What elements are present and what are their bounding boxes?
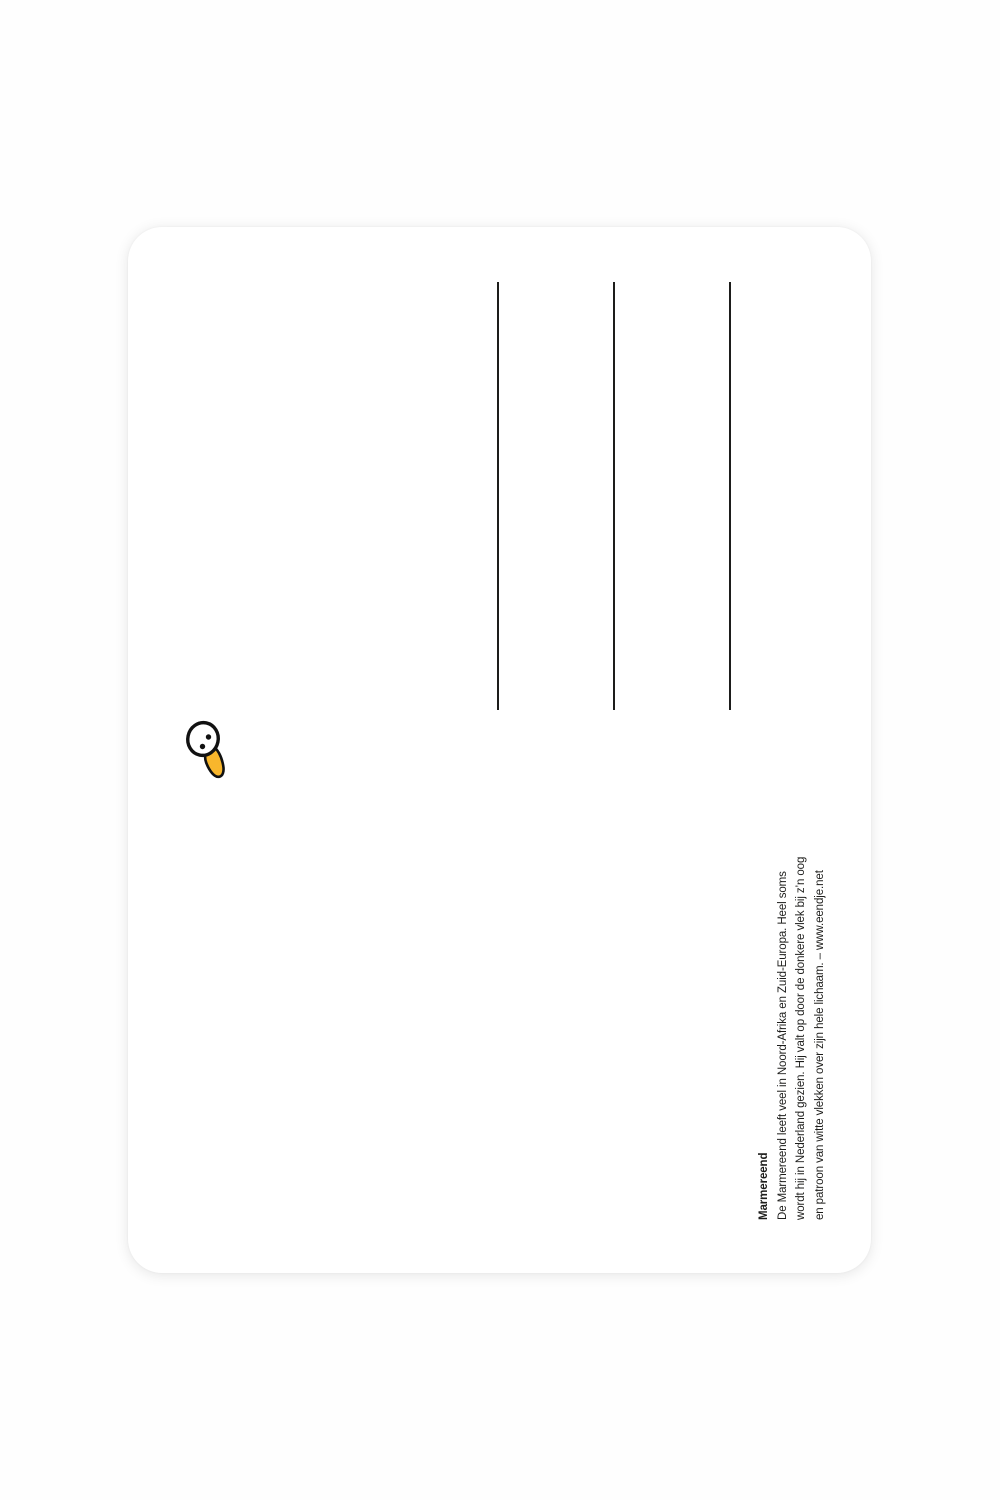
species-description-line: De Marmereend leeft veel in Noord-Afrika en Zuid-Europa. Heel soms [776,871,789,1220]
postcard-back [128,227,871,1273]
duck-logo-icon [183,719,231,783]
address-line [729,282,731,710]
address-line [497,282,499,710]
species-description [755,828,829,1220]
duck-eye-icon [200,744,205,749]
species-title: Marmereend [758,1152,770,1220]
species-description-line: en patroon van witte vlekken over zijn hele lichaam. – www.eendje.net [813,870,826,1220]
species-description-line: wordt hij in Nederland gezien. Hij valt op door de donkere vlek bij z’n oog [795,856,807,1220]
address-line [613,282,615,710]
duck-eye-icon [206,734,211,739]
